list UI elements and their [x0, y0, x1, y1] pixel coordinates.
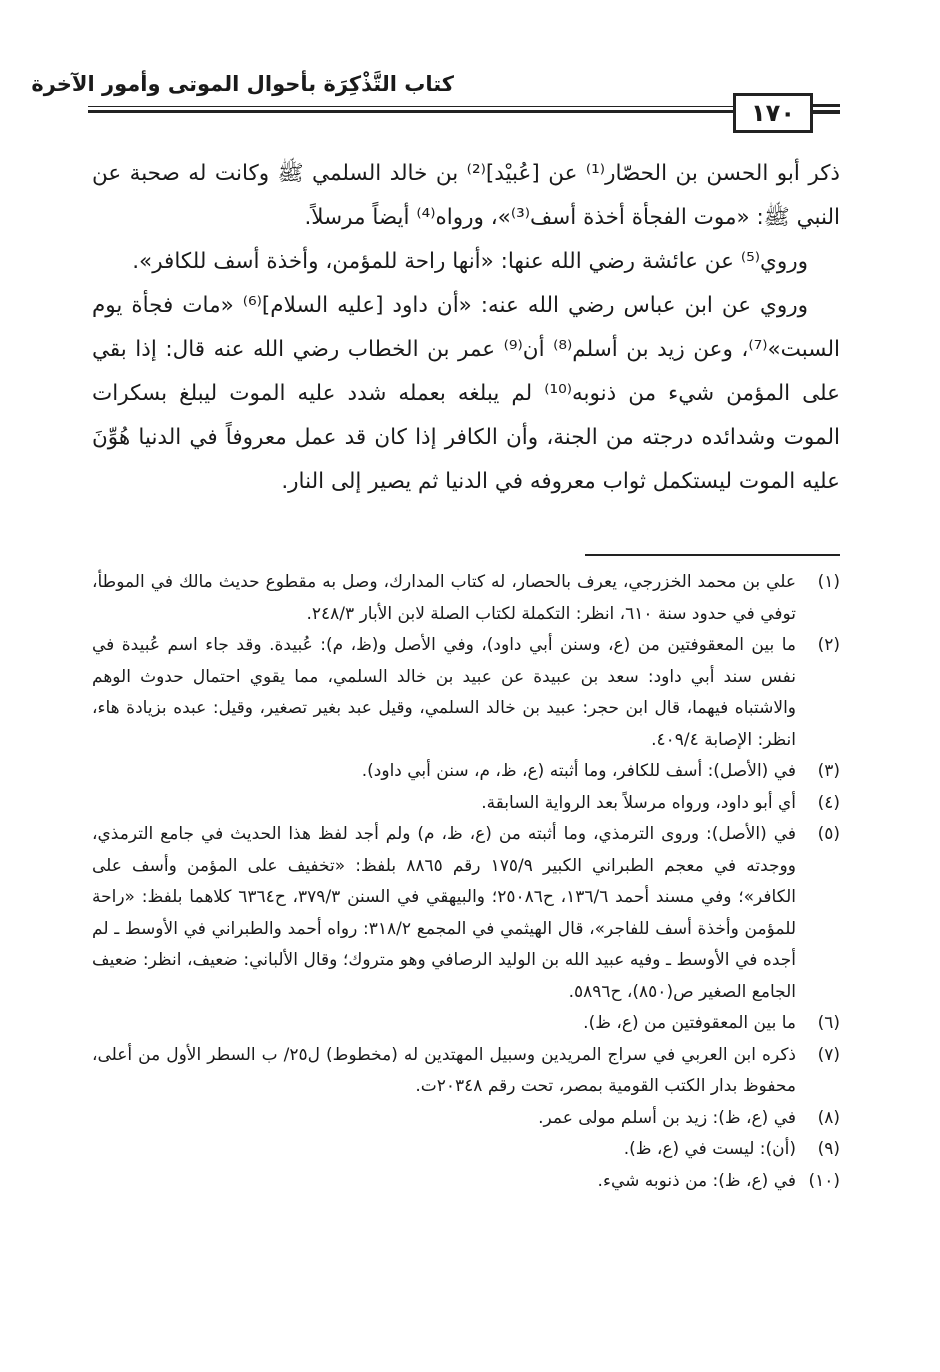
footnote — [92, 1166, 840, 1198]
footnote-number: (١) — [817, 572, 840, 592]
footnote-number: (٧) — [817, 1044, 840, 1065]
footnote-number: (١٠) — [808, 1170, 840, 1191]
footnote-number: (٦) — [817, 1013, 840, 1033]
footnote-number: (٥) — [817, 824, 840, 844]
footnote-number: (٨) — [817, 1107, 840, 1128]
footnote — [92, 756, 840, 788]
footnote-text: ما بين المعقوفتين من (ع، ظ). — [583, 1013, 796, 1033]
footnote — [92, 1008, 840, 1040]
footnote-text: في (ع، ظ): من ذنوبه شيء. — [597, 1170, 796, 1191]
footnote-number: (٩) — [817, 1139, 840, 1159]
paragraph: وروي عن ابن عباس رضي الله عنه: «أن داود [عليه السلام]⁽⁶⁾ «مات فجأة يوم السبت»⁽⁷⁾، وعن زيد بن أسلم⁽⁸⁾ أن⁽⁹⁾ عمر بن الخطاب رضي الله عنه قال: إذا بقي على المؤمن شيء من ذنوبه⁽¹⁰⁾ لم يبلغه بعمله شدد عليه الموت ليبلغ بسكرات الموت وشدائده درجته من الجنة، وأن الكافر إذا كان قد عمل معروفاً في الدنيا هُوِّنَ عليه الموت ليستكمل ثواب معروفه في الدنيا ثم يصير إلى النار. — [92, 293, 840, 494]
footnotes — [92, 567, 840, 1197]
paragraph: وروي⁽⁵⁾ عن عائشة رضي الله عنها: «أنها راحة للمؤمن، وأخذة أسف للكافر». — [132, 249, 808, 274]
footnote-text: (أن): ليست في (ع، ظ). — [623, 1139, 796, 1159]
footnote-number: (٢) — [817, 635, 840, 655]
footnote — [92, 788, 840, 820]
footnote — [92, 1040, 840, 1103]
main-text — [92, 152, 840, 504]
footnote-text: ذكره ابن العربي في سراج المريدين وسبيل المهتدين له (مخطوط) ل٢٥/ ب السطر الأول من أعلى، محفوظ بدار الكتب القومية بمصر، تحت رقم ٢٠٣٤٨ت. — [92, 1044, 796, 1096]
footnote — [92, 1103, 840, 1135]
page-number: ١٧٠ — [751, 99, 795, 127]
footnote-separator — [585, 554, 840, 556]
running-title: كتاب التَّذْكِرَة بأحوال الموتى وأمور الآخرة — [31, 72, 454, 96]
header-rule-thick — [88, 110, 840, 113]
footnote-text: في (الأصل): وروى الترمذي، وما أثبته من (ع، ظ، م) ولم أجد لفظ هذا الحديث في جامع الترمذي، ووجدته في معجم الطبراني الكبير ١٧٥/٩ رقم ٨٨٦٥ بلفظ: «تخفيف على المؤمن وأسف على الكافر»؛ وفي مسند أحمد ١٣٦/٦، ح٢٥٠٨٦؛ والبيهقي في السنن ٣٧٩/٣، ح٦٣٦٤ كلاهما بلفظ: «راحة للمؤمن وأخذة أسف للفاجر»، قال الهيثمي في المجمع ٣١٨/٢: رواه أحمد والطبراني في الأوسط ـ لم أجده في الأوسط ـ وفيه عبيد الله بن الوليد الرصافي وهو متروك؛ وقال الألباني: ضعيف، انظر: ضعيف الجامع الصغير ص(٨٥٠)، ح٥٨٩٦. — [92, 824, 796, 1002]
footnote — [92, 1134, 840, 1166]
footnote — [92, 630, 840, 756]
paragraph: ذكر أبو الحسن بن الحصّار⁽¹⁾ عن [عُبيْد]⁽²⁾ بن خالد السلمي ﷺ وكانت له صحبة عن النبي ﷺ: «موت الفجأة أخذة أسف⁽³⁾»، ورواه⁽⁴⁾ أيضاً مرسلاً. — [92, 161, 841, 230]
header-rule-thin — [88, 106, 840, 107]
footnote-text: ما بين المعقوفتين من (ع، وسنن أبي داود)، وفي الأصل و(ظ، م): عُبيدة. وقد جاء اسم عُبيدة في نفس سند أبي داود: سعد بن عبيدة عن عبيد بن خالد السلمي، مما يقوي احتمال حدوث الوهم والاشتباه فيهما، قال ابن حجر: عبيد بن خالد السلمي، وقيل عبد بغير تصغير، وقيل: عبده بزيادة هاء، انظر: الإصابة ٤٠٩/٤. — [92, 635, 796, 750]
footnote-number: (٣) — [817, 761, 840, 781]
footnote — [92, 567, 840, 630]
footnote-text: علي بن محمد الخزرجي، يعرف بالحصار، له كتاب المدارك، وصل به مقطوع حديث مالك في الموطأ، توفي في حدود سنة ٦١٠، انظر: التكملة لكتاب الصلة لابن الأبار ٢٤٨/٣. — [92, 572, 796, 624]
footnote-number: (٤) — [817, 792, 840, 813]
footnote-text: في (ع، ظ): زيد بن أسلم مولى عمر. — [538, 1107, 796, 1128]
footnote-text: أي أبو داود، ورواه مرسلاً بعد الرواية السابقة. — [481, 792, 796, 813]
page-number-box — [733, 93, 813, 133]
footnote — [92, 819, 840, 1008]
footnote-text: في (الأصل): أسف للكافر، وما أثبته (ع، ظ، م، سنن أبي داود). — [361, 761, 796, 781]
